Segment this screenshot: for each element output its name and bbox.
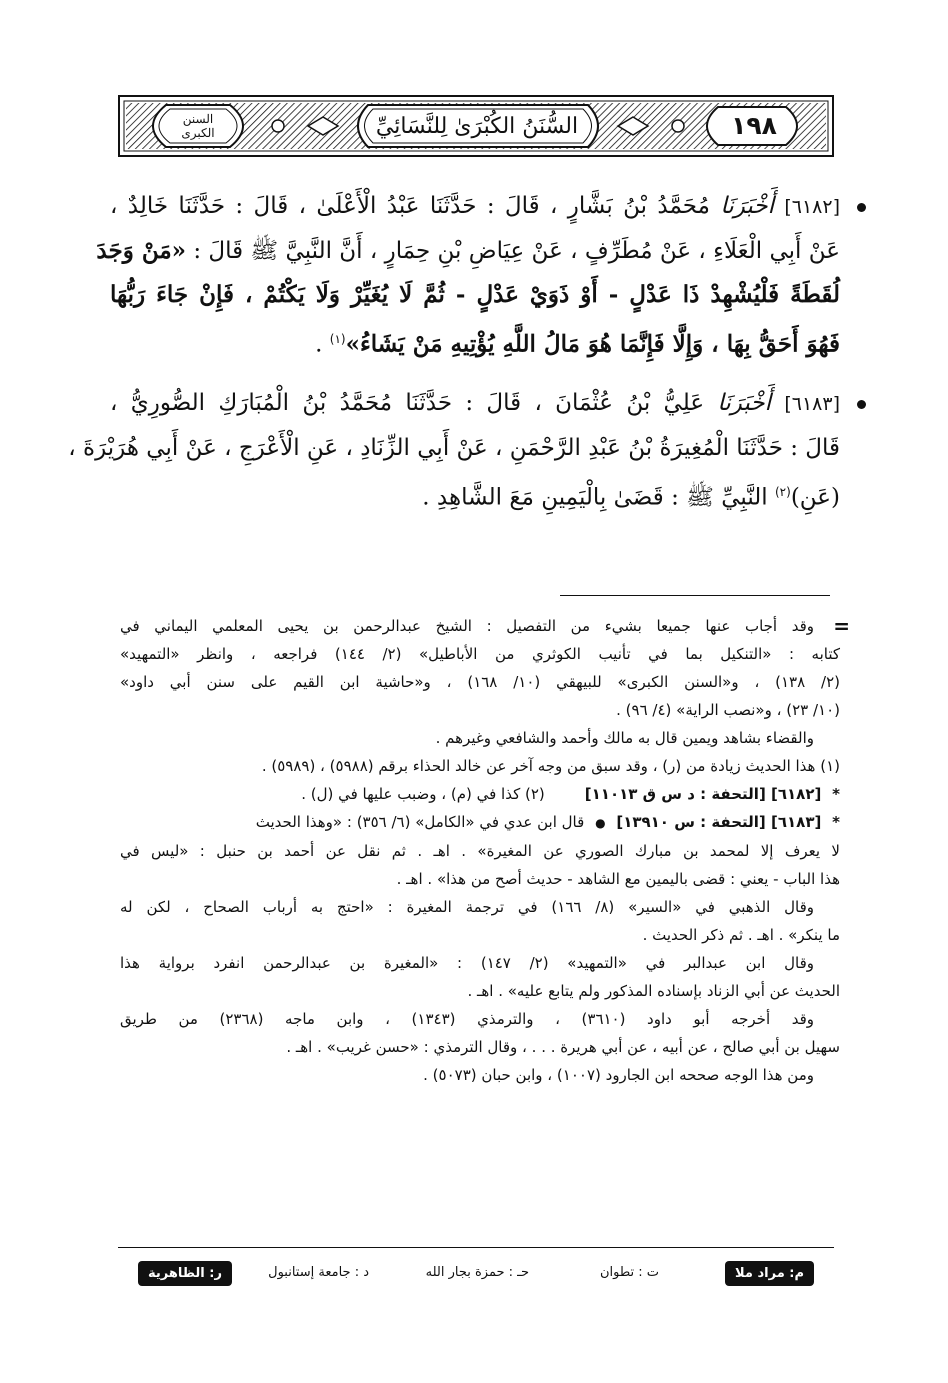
footnote-line: ومن هذا الوجه صححه ابن الجارود (١٠٠٧) ، وابن حبان (٥٠٧٣) . — [423, 1066, 814, 1084]
hadith-line — [96, 229, 840, 273]
hadith-bullet — [857, 203, 866, 212]
prophetic-quote: لُقَطَةً فَلْيُشْهِدْ ذَا عَدْلٍ - أَوْ ذَوَيْ عَدْلٍ - ثُمَّ لَا يُغَيِّرْ وَلَا يَكْتُمْ ، فَإِنْ جَاءَ رَبُّهَا — [110, 281, 840, 308]
continuation-mark: = — [833, 614, 850, 638]
bullet-icon: ● — [595, 816, 606, 830]
hadith-text: عَلِيُّ بْنُ عُثْمَانَ ، قَالَ : حَدَّثَنَا مُحَمَّدُ بْنُ الْمُبَارَكِ الصُّورِيُّ ، — [110, 389, 705, 416]
hadith-line — [110, 470, 840, 520]
footnote-text: قال ابن عدي في «الكامل» (٦/ ٣٥٦) : «وهذا الحديث — [255, 813, 585, 831]
hadith-line — [110, 273, 840, 317]
hadith-text: عَنْ أَبِي الْعَلَاءِ ، عَنْ مُطَرِّفٍ ، عَنْ عِيَاضِ بْنِ حِمَارٍ ، أَنَّ النَّبِيَّ ﷺ قَالَ : — [193, 238, 840, 264]
tuhfa-row-6183 — [120, 808, 840, 837]
page-number: ١٩٨ — [731, 111, 777, 140]
akhbarana-word: أَخْبَرَنَا — [717, 389, 772, 416]
footnote-separator — [560, 595, 830, 596]
hadith-text: مُحَمَّدُ بْنُ بَشَّارٍ ، قَالَ : حَدَّثَنَا عَبْدُ الْأَعْلَىٰ ، قَالَ : حَدَّثَنَا خَالِدٌ ، — [110, 193, 710, 219]
bottom-separator — [118, 1247, 834, 1248]
hadith-line — [110, 381, 840, 426]
star-marker: * — [832, 785, 840, 803]
footnote-line: ما ينكر» . اهـ . ثم ذكر الحديث . — [642, 926, 840, 944]
star-marker: * — [832, 813, 840, 831]
hadith-text: قَالَ : حَدَّثَنَا الْمُغِيرَةُ بْنُ عَبْدِ الرَّحْمَنِ ، عَنْ أَبِي الزِّنَادِ ، عَنِ الْأَعْرَجِ ، عَنْ أَبِي هُرَيْرَةَ ، — [68, 434, 840, 461]
hadith-number: [٦١٨٢] — [784, 196, 841, 218]
footnote-line: (٢/ ١٣٨) ، و«السنن الكبرى» للبيهقي (١٠/ ١٦٨) ، و«حاشية ابن القيم على سنن أبي داود» — [120, 673, 840, 691]
footnote-2: (٢) كذا في (م) ، وضبب عليها في (ل) . — [301, 785, 545, 803]
hadith-text: . — [315, 331, 330, 358]
hadith-number: [٦١٨٣] — [784, 392, 841, 415]
prophetic-quote: فَهُوَ أَحَقُّ بِهَا ، وَإِلَّا فَإِنَّمَا هُوَ مَالُ اللَّهِ يُؤْتِيهِ مَنْ يَشَاءُ» — [345, 330, 840, 358]
hadith-bullet — [857, 400, 866, 409]
footnote-line: لا يعرف إلا لمحمد بن مبارك الصوري عن المغيرة» . اهـ . ثم نقل عن أحمد بن حنبل : «ليس في — [120, 842, 840, 860]
footnote-line: وقال الذهبي في «السير» (٨/ ١٦٦) في ترجمة المغيرة : «احتج به أرباب الصحاح ، لكن له — [120, 898, 815, 916]
footnote-marker: (٢) — [774, 484, 791, 499]
tuhfa-reference: [٦١٨٣] [التحفة : س ١٣٩١٠] — [616, 813, 822, 831]
manuscript-key — [118, 1258, 834, 1288]
book-title: السُّنَنُ الكُبْرَىٰ لِلنَّسَائِيِّ — [375, 114, 579, 139]
hadith-line — [68, 426, 840, 470]
prophetic-quote: «مَنْ وَجَدَ — [96, 237, 187, 264]
akhbarana-word: أَخْبَرَنَا — [720, 193, 774, 219]
tuhfa-row-6182 — [120, 780, 840, 808]
footnote-line: هذا الباب - يعني : قضى باليمين مع الشاهد - حديث أصح من هذا» . اهـ . — [396, 870, 840, 888]
page-header — [118, 95, 834, 157]
main-text — [68, 184, 841, 519]
footnote-line: والقضاء بشاهد ويمين قال به مالك وأحمد والشافعي وغيرهم . — [435, 729, 814, 747]
footnote-line: (١٠/ ٢٣) ، و«نصب الراية» (٤/ ٩٦) . — [616, 701, 840, 719]
footnote-line: الحديث عن أبي الزناد بإسناده المذكور ولم يتابع عليه» . اهـ . — [467, 982, 840, 1000]
hadith-6183 — [68, 381, 841, 520]
footnote-line: وقال ابن عبدالبر في «التمهيد» (٢/ ١٤٧) : «المغيرة بن عبدالرحمن انفرد برواية هذا — [120, 954, 814, 972]
footnote-line: كتابه : «التنكيل بما في تأنيب الكوثري من الأباطيل» (٢/ ١٤٤) فراجعه ، وانظر «التمهيد» — [120, 645, 841, 663]
footnote-1: (١) هذا الحديث زيادة من (ر) ، وقد سبق من وجه آخر عن خالد الحذاء برقم (٥٩٨٨) ، (٥٩٨٩) . — [261, 757, 840, 775]
footnote-marker: (١) — [329, 332, 346, 346]
manuscript-t-label: ت : تطوان — [599, 1265, 659, 1280]
footnote-line: وقد أجاب عنها جميعا بشيء من التفصيل : الشيخ عبدالرحمن بن يحيى المعلمي اليماني في — [120, 617, 814, 635]
hadith-6182 — [96, 184, 841, 367]
manuscript-d-label: د : جامعة إستانبول — [268, 1265, 369, 1280]
hadith-text: النَّبِيِّ ﷺ : قَضَىٰ بِالْيَمِينِ مَعَ الشَّاهِدِ . — [422, 484, 775, 511]
tuhfa-reference: [٦١٨٢] [التحفة : د س ق ١١٠١٣] — [584, 785, 822, 803]
hadith-line — [110, 184, 840, 229]
footnote-line: وقد أخرجه أبو داود (٣٦١٠) ، والترمذي (١٣٤٣) ، وابن ماجه (٢٣٦٨) من طريق — [120, 1010, 814, 1028]
manuscript-h-label: حـ : حمزة بجار الله — [425, 1265, 529, 1280]
book-seal-logo: السنن الكبرى — [181, 112, 215, 140]
hadith-line — [110, 317, 840, 367]
footnotes — [120, 612, 850, 1089]
footnote-line: سهيل بن أبي صالح ، عن أبيه ، عن أبي هريرة . . . ، وقال الترمذي : «حسن غريب» . اهـ . — [286, 1038, 840, 1056]
manuscript-m-badge: م: مراد ملا — [725, 1261, 814, 1286]
footnote-continuation — [120, 612, 850, 724]
hadith-text: (عَنِ) — [790, 484, 840, 511]
manuscript-r-badge: ر: الظاهرية — [138, 1261, 232, 1286]
